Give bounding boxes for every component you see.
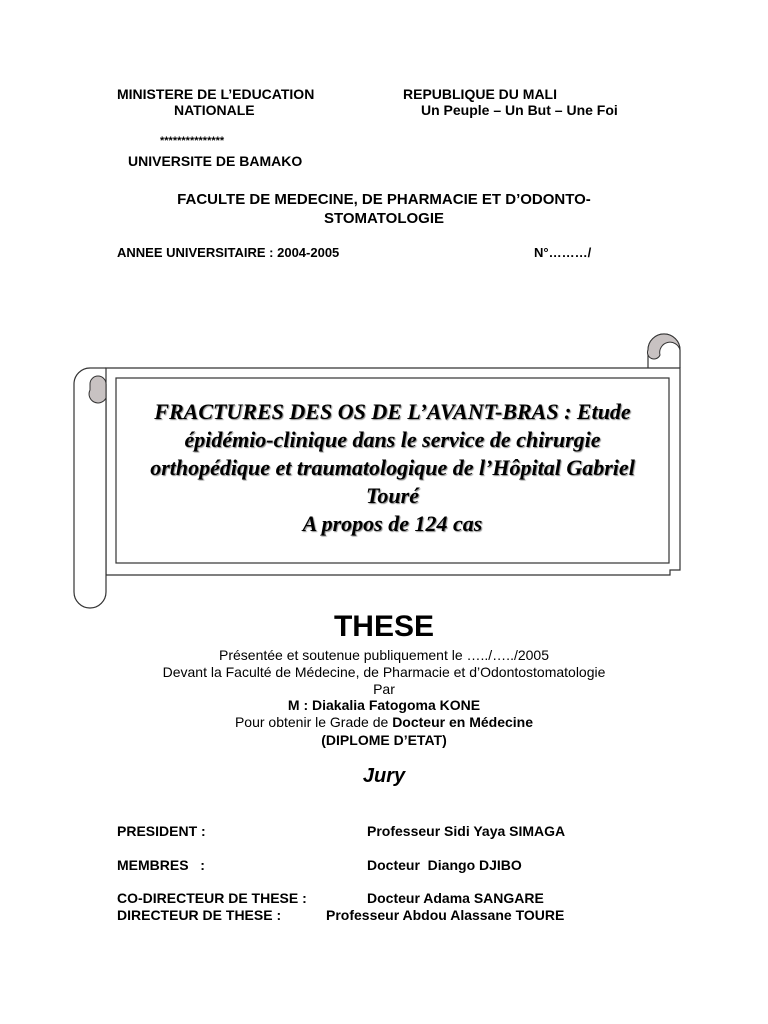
jury-heading: Jury <box>362 765 406 787</box>
ministry-line1: MINISTERE DE L’EDUCATION <box>117 86 315 102</box>
faculty-before-line: Devant la Faculté de Médecine, de Pharmacie et d’Odontostomatologie <box>162 664 606 680</box>
title-line4: Touré <box>366 483 419 508</box>
presented-line: Présentée et soutenue publiquement le …../…../2005 <box>219 647 549 663</box>
title-line2: épidémio-clinique dans le service de chirurgie <box>184 427 601 452</box>
title-line5: A propos de 124 cas <box>302 511 483 536</box>
thesis-title <box>120 398 665 538</box>
grade-line <box>0 714 768 730</box>
ministry-line2: NATIONALE <box>174 102 255 118</box>
faculty-line1: FACULTE DE MEDECINE, DE PHARMACIE ET D’ODONTO- <box>177 191 591 208</box>
grade-value: Docteur en Médecine <box>392 714 534 730</box>
republic-title: REPUBLIQUE DU MALI <box>403 86 557 102</box>
jury-role-members: MEMBRES : <box>117 857 205 873</box>
separator-stars: *************** <box>160 135 225 147</box>
by-line: Par <box>373 681 395 697</box>
jury-name-members: Docteur Diango DJIBO <box>367 857 522 873</box>
faculty-line2: STOMATOLOGIE <box>323 210 444 227</box>
academic-year: ANNEE UNIVERSITAIRE : 2004-2005 <box>117 245 340 260</box>
title-line3: orthopédique et traumatologique de l’Hôpital Gabriel <box>150 455 635 480</box>
thesis-heading: THESE <box>333 610 435 643</box>
republic-motto: Un Peuple – Un But – Une Foi <box>421 102 618 118</box>
jury-name-codirector: Docteur Adama SANGARE <box>367 890 544 906</box>
jury-role-president: PRESIDENT : <box>117 823 206 839</box>
scroll-left-roll <box>74 368 106 608</box>
jury-name-director: Professeur Abdou Alassane TOURE <box>326 907 565 923</box>
university-name: UNIVERSITE DE BAMAKO <box>128 153 303 169</box>
grade-prefix: Pour obtenir le Grade de <box>234 714 389 730</box>
title-line1: FRACTURES DES OS DE L’AVANT-BRAS : Etude <box>154 399 631 424</box>
jury-role-codirector: CO-DIRECTEUR DE THESE : <box>117 890 307 906</box>
author-line: M : Diakalia Fatogoma KONE <box>287 697 481 713</box>
jury-name-president: Professeur Sidi Yaya SIMAGA <box>367 823 566 839</box>
jury-role-director: DIRECTEUR DE THESE : <box>117 907 282 923</box>
diploma-line: (DIPLOME D’ETAT) <box>321 732 447 748</box>
scroll-left-curl-shade <box>89 376 106 403</box>
thesis-number: N°………/ <box>534 245 592 260</box>
